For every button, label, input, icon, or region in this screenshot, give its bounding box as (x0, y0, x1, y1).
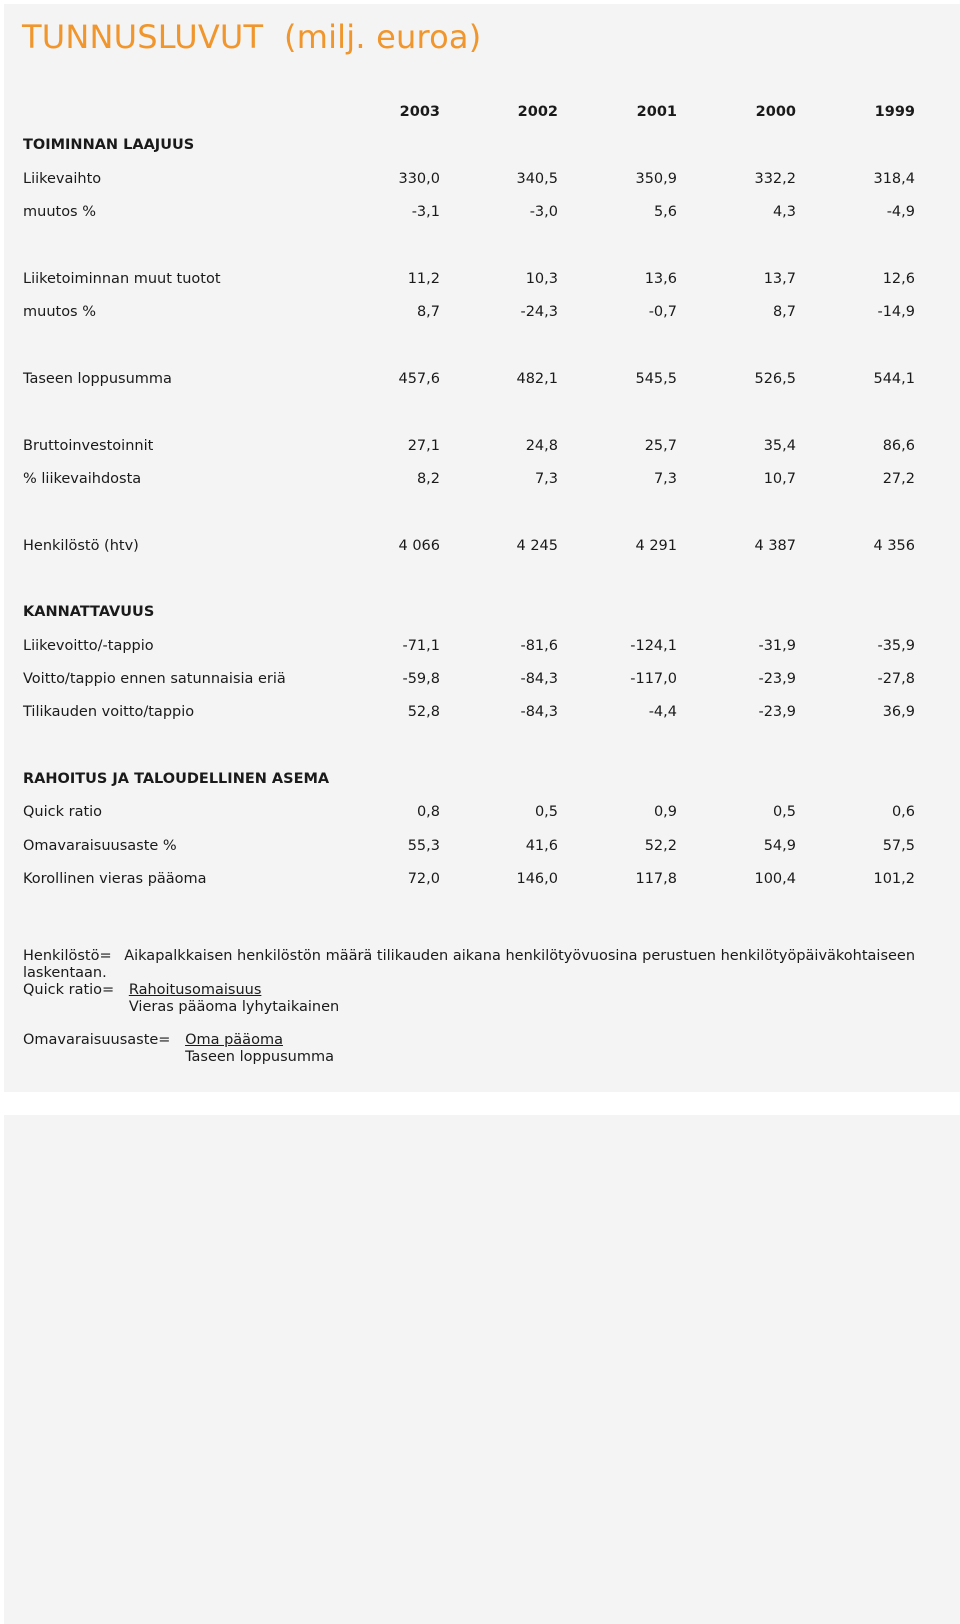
cell-value: 545,5 (635, 371, 677, 387)
cell-value: 41,6 (525, 838, 558, 854)
note-key: Henkilöstö= (23, 948, 112, 964)
cell-value: 8,7 (772, 304, 796, 320)
row-label: Liikevoitto/-tappio (23, 638, 154, 654)
formula-denominator: Taseen loppusumma (185, 1049, 334, 1065)
cell-value: 54,9 (763, 838, 796, 854)
section-header (23, 133, 933, 157)
quick-ratio-formula (129, 982, 339, 1016)
row-label: Omavaraisuusaste % (23, 838, 177, 854)
cell-value: 4 066 (398, 538, 440, 554)
note-henkilosto (23, 948, 960, 982)
cell-value: 350,9 (635, 171, 677, 187)
cell-value: -31,9 (758, 638, 796, 654)
cell-value: 526,5 (754, 371, 796, 387)
row-label: Tilikauden voitto/tappio (23, 704, 195, 720)
cell-value: 0,8 (416, 804, 440, 820)
cell-value: 0,5 (772, 804, 796, 820)
note-text: Aikapalkkaisen henkilöstön määrä tilikauden aikana henkilötyövuosina perustuen henkilötyöpäiväkohtaiseen laskentaan. (23, 948, 916, 981)
cell-value: 72,0 (407, 871, 440, 887)
cell-value: 55,3 (407, 838, 440, 854)
table-row (23, 800, 933, 824)
blank-panel (4, 1115, 960, 1624)
table-row (23, 667, 933, 691)
cell-value: 57,5 (882, 838, 915, 854)
row-label: muutos % (23, 204, 97, 220)
row-label: Bruttoinvestoinnit (23, 438, 154, 454)
section-title: KANNATTAVUUS (23, 604, 155, 620)
table-row (23, 534, 933, 558)
section-title: RAHOITUS JA TALOUDELLINEN ASEMA (23, 771, 330, 787)
table-row (23, 834, 933, 858)
cell-value: 4 356 (873, 538, 915, 554)
cell-value: 7,3 (534, 471, 558, 487)
cell-value: -14,9 (877, 304, 915, 320)
section-title: TOIMINNAN LAAJUUS (23, 137, 195, 153)
cell-value: -3,0 (529, 204, 558, 220)
cell-value: -27,8 (877, 671, 915, 687)
year-header-row (23, 100, 933, 124)
cell-value: 457,6 (398, 371, 440, 387)
cell-value: 35,4 (763, 438, 796, 454)
cell-value: -84,3 (520, 671, 558, 687)
table-row (23, 634, 933, 658)
cell-value: -4,9 (886, 204, 915, 220)
formula-numerator: Oma pääoma (185, 1032, 283, 1048)
cell-value: 146,0 (516, 871, 558, 887)
table-row (23, 200, 933, 224)
year-header: 2002 (517, 104, 558, 120)
cell-value: 11,2 (407, 271, 440, 287)
cell-value: 4 245 (516, 538, 558, 554)
cell-value: 13,6 (644, 271, 677, 287)
cell-value: -81,6 (520, 638, 558, 654)
cell-value: 0,9 (653, 804, 677, 820)
row-label: Liikevaihto (23, 171, 102, 187)
cell-value: 482,1 (516, 371, 558, 387)
cell-value: 544,1 (873, 371, 915, 387)
cell-value: -23,9 (758, 704, 796, 720)
cell-value: 318,4 (873, 171, 915, 187)
cell-value: -71,1 (402, 638, 440, 654)
row-label: Korollinen vieras pääoma (23, 871, 207, 887)
cell-value: 52,8 (407, 704, 440, 720)
cell-value: 36,9 (882, 704, 915, 720)
note-omavaraisuusaste (23, 1032, 334, 1066)
cell-value: 24,8 (525, 438, 558, 454)
row-label: % liikevaihdosta (23, 471, 142, 487)
cell-value: 8,7 (416, 304, 440, 320)
cell-value: 4 291 (635, 538, 677, 554)
cell-value: 332,2 (754, 171, 796, 187)
cell-value: -23,9 (758, 671, 796, 687)
year-header: 1999 (874, 104, 915, 120)
formula-denominator: Vieras pääoma lyhytaikainen (128, 999, 340, 1015)
omavaraisuusaste-formula (185, 1032, 334, 1066)
cell-value: 27,2 (882, 471, 915, 487)
row-label: muutos % (23, 304, 97, 320)
cell-value: 330,0 (398, 171, 440, 187)
cell-value: -124,1 (630, 638, 677, 654)
cell-value: -24,3 (520, 304, 558, 320)
cell-value: -0,7 (648, 304, 677, 320)
cell-value: 8,2 (416, 471, 440, 487)
cell-value: 7,3 (653, 471, 677, 487)
table-row (23, 367, 933, 391)
note-key: Omavaraisuusaste= (23, 1032, 171, 1048)
cell-value: 0,6 (891, 804, 915, 820)
row-label: Voitto/tappio ennen satunnaisia eriä (23, 671, 286, 687)
row-label: Liiketoiminnan muut tuotot (23, 271, 221, 287)
table-row (23, 167, 933, 191)
table-row (23, 300, 933, 324)
cell-value: 4,3 (772, 204, 796, 220)
cell-value: 340,5 (516, 171, 558, 187)
year-header: 2003 (399, 104, 440, 120)
cell-value: 10,3 (525, 271, 558, 287)
table-row (23, 434, 933, 458)
table-row (23, 267, 933, 291)
year-header: 2000 (755, 104, 796, 120)
cell-value: 12,6 (882, 271, 915, 287)
cell-value: -84,3 (520, 704, 558, 720)
cell-value: 100,4 (754, 871, 796, 887)
cell-value: 27,1 (407, 438, 440, 454)
table-row (23, 700, 933, 724)
section-header (23, 600, 933, 624)
row-label: Quick ratio (23, 804, 103, 820)
cell-value: 52,2 (644, 838, 677, 854)
cell-value: 5,6 (653, 204, 677, 220)
formula-numerator: Rahoitusomaisuus (128, 982, 262, 998)
cell-value: 0,5 (534, 804, 558, 820)
cell-value: 4 387 (754, 538, 796, 554)
note-key: Quick ratio= (23, 982, 115, 998)
cell-value: 117,8 (635, 871, 677, 887)
year-header: 2001 (636, 104, 677, 120)
table-row (23, 467, 933, 491)
cell-value: -4,4 (648, 704, 677, 720)
note-quick-ratio (23, 982, 339, 1016)
row-label: Taseen loppusumma (23, 371, 172, 387)
cell-value: 86,6 (882, 438, 915, 454)
cell-value: -59,8 (402, 671, 440, 687)
page-title: TUNNUSLUVUT (milj. euroa) (22, 18, 482, 56)
cell-value: -35,9 (877, 638, 915, 654)
cell-value: 10,7 (763, 471, 796, 487)
cell-value: -117,0 (630, 671, 677, 687)
table-row (23, 867, 933, 891)
cell-value: 101,2 (873, 871, 915, 887)
cell-value: 25,7 (644, 438, 677, 454)
cell-value: 13,7 (763, 271, 796, 287)
row-label: Henkilöstö (htv) (23, 538, 139, 554)
section-header (23, 767, 933, 791)
cell-value: -3,1 (411, 204, 440, 220)
